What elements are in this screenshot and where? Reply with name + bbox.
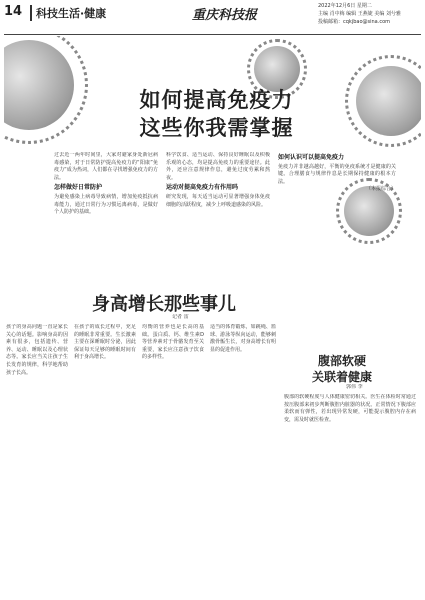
article3-byline: 郭伟 李 [346,384,363,390]
issue-date: 2022年12月6日 星期二 [318,3,372,9]
article2-column-2: 在孩子的成长过程中，充足的睡眠非常重要。生长激素主要在深睡眠时分泌，因此保证每天足够的睡眠时间有利于身高增长。 [74,324,136,361]
article1-column-2 [166,152,270,280]
masthead: 重庆科技报 [192,8,258,23]
article1-headline-line1: 如何提高免疫力 [139,88,294,112]
header-rule [4,34,421,35]
article1-subhead-1: 怎样做好日常防护 [54,184,103,192]
article2-headline: 身高增长那些事儿 [92,294,236,315]
article1-column-1-body: 为避免感染上病毒导致病情，增加免疫抵抗病毒能力，通过日常行为习惯远离病毒，是做好个人防护的基础。 [54,193,158,216]
article1-column-2-body: 科学饮食、适当运动、保持良好睡眠以及积极乐观的心态，均是提高免疫力的重要途径。此外，还应注意规律作息，避免过度劳累和熬夜。 [166,152,270,181]
article3-headline-line1: 腹部软硬 [318,354,367,368]
article1-column-2-body-2: 研究发现，每天适当运动可显著增强身体免疫细胞的活跃程度，减少上呼吸道感染的风险。 [166,193,270,208]
article1-subhead-2: 运动对提高免疫力有作用吗 [166,184,239,192]
article1-source-note: （本报综合） [365,186,396,193]
article3-headline-line2: 关联着健康 [312,370,373,384]
editors: 主编 肖中梅 编辑 王燕婕 美编 刘兮雅 [318,11,401,17]
article1-column-1 [54,152,158,280]
article1-intro: 过去近一两年时间里，大家对避家身处新冠病毒感染，对于日常防护提高免疫力的“阳康”免疫力“成为热词，人们都在寻找增强免疫力的方法。 [54,152,158,181]
article2-column-4: 适当的体育锻炼，如跳绳、篮球、游泳等纵向运动，能够刺激骨骺生长，对身高增长有明显的促进作用。 [210,324,276,353]
article1-headline-line2: 这些你我需掌握 [139,116,294,140]
article1-subhead-3: 如何认识可以提高免疫力 [278,154,345,161]
article2-column-1: 孩子的身高问题一直是家长关心的话题。影响身高的因素有很多，包括遗传、营养、运动、睡眠以及心理状态等。家长应当关注孩子生长发育的规律，科学地帮助孩子长高。 [6,324,68,376]
article2-column-3: 均衡的营养也是长高的基础。蛋白质、钙、维生素D等营养素对于骨骼发育至关重要，家长应注意孩子饮食的多样性。 [142,324,204,361]
page-header [0,0,425,34]
article2-byline: 记者 雷 [172,314,189,320]
article1-hero [4,36,421,282]
article1-column-3-body: 免疫力并非越高越好，平衡的免疫系统才是健康的关键。合理膳食与规律作息是长期保持健康的根本方法。 [278,163,396,185]
section-title: 科技生活·健康 [30,5,106,21]
contact-email: 投稿邮箱：cqkjbao@sina.com [318,19,391,25]
article3-column: 腹部的软硬程度与人体健康密切相关。医生在体检时常通过按压腹部来初步判断腹腔内脏器的状况。正常情况下腹部应柔软而有弹性，若出现异常发硬，可能提示腹腔内存在病变，需及时就医检查。 [284,394,416,423]
header-meta [318,2,401,26]
article1-column-3 [278,152,396,280]
page-number: 14 [4,4,23,19]
